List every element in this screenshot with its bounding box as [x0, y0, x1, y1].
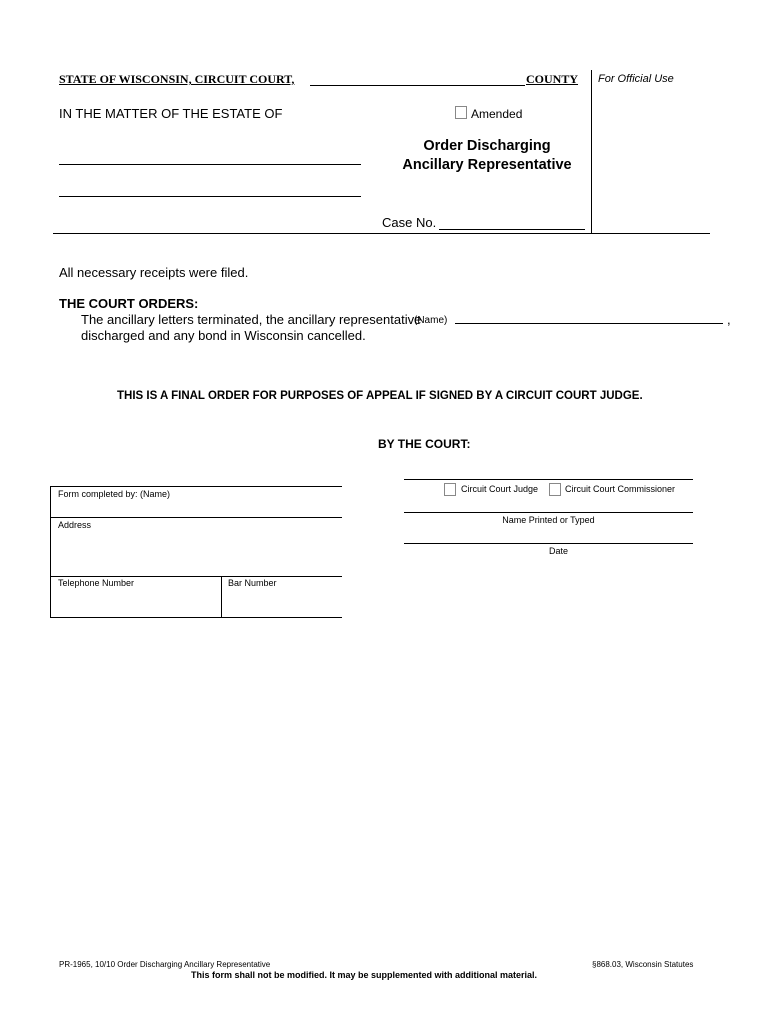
estate-name-line-2[interactable]	[59, 196, 361, 197]
official-use-label: For Official Use	[598, 73, 674, 85]
form-id: PR-1965, 10/10 Order Discharging Ancillary Representative	[59, 960, 271, 969]
bar-number-label[interactable]: Bar Number	[228, 578, 277, 588]
judge-checkbox[interactable]	[444, 483, 456, 496]
county-underline[interactable]	[310, 85, 525, 86]
official-use-divider	[591, 70, 592, 233]
order-text-line2: discharged and any bond in Wisconsin cancelled.	[81, 328, 366, 343]
representative-name-field[interactable]	[455, 323, 723, 324]
statute-reference: §868.03, Wisconsin Statutes	[592, 960, 694, 969]
state-court-label: STATE OF WISCONSIN, CIRCUIT COURT,	[59, 72, 295, 86]
signature-line[interactable]	[404, 479, 693, 480]
name-printed-line[interactable]	[404, 512, 693, 513]
court-orders-heading: THE COURT ORDERS:	[59, 296, 199, 311]
completed-by-label[interactable]: Form completed by: (Name)	[58, 489, 171, 499]
form-title	[384, 137, 590, 175]
estate-matter-label: IN THE MATTER OF THE ESTATE OF	[59, 106, 283, 121]
date-line[interactable]	[404, 543, 693, 544]
order-text-line1: The ancillary letters terminated, the ancillary representative	[81, 312, 422, 327]
telephone-label[interactable]: Telephone Number	[58, 578, 135, 588]
modification-notice: This form shall not be modified. It may be supplemented with additional material.	[191, 970, 538, 980]
receipts-text: All necessary receipts were filed.	[59, 265, 249, 280]
by-the-court-label: BY THE COURT:	[378, 437, 471, 451]
estate-name-line-1[interactable]	[59, 164, 361, 165]
date-label: Date	[548, 546, 568, 556]
final-order-notice: THIS IS A FINAL ORDER FOR PURPOSES OF APPEAL IF SIGNED BY A CIRCUIT COURT JUDGE.	[117, 390, 643, 402]
name-printed-label: Name Printed or Typed	[502, 515, 595, 525]
comma-mark: ,	[727, 312, 731, 327]
amended-checkbox[interactable]	[455, 106, 467, 119]
case-no-field[interactable]	[439, 229, 585, 230]
form-title-line1: Order Discharging	[423, 138, 551, 154]
form-title-line2: Ancillary Representative	[402, 157, 572, 173]
amended-label: Amended	[471, 107, 523, 121]
address-label[interactable]: Address	[58, 520, 92, 530]
commissioner-checkbox[interactable]	[549, 483, 561, 496]
header-bottom-rule	[53, 233, 710, 234]
county-label: COUNTY	[526, 72, 579, 86]
name-hint: (Name)	[414, 315, 448, 326]
case-no-label: Case No.	[382, 215, 437, 230]
commissioner-label: Circuit Court Commissioner	[565, 484, 676, 494]
judge-label: Circuit Court Judge	[461, 484, 539, 494]
preparer-box	[50, 486, 342, 618]
